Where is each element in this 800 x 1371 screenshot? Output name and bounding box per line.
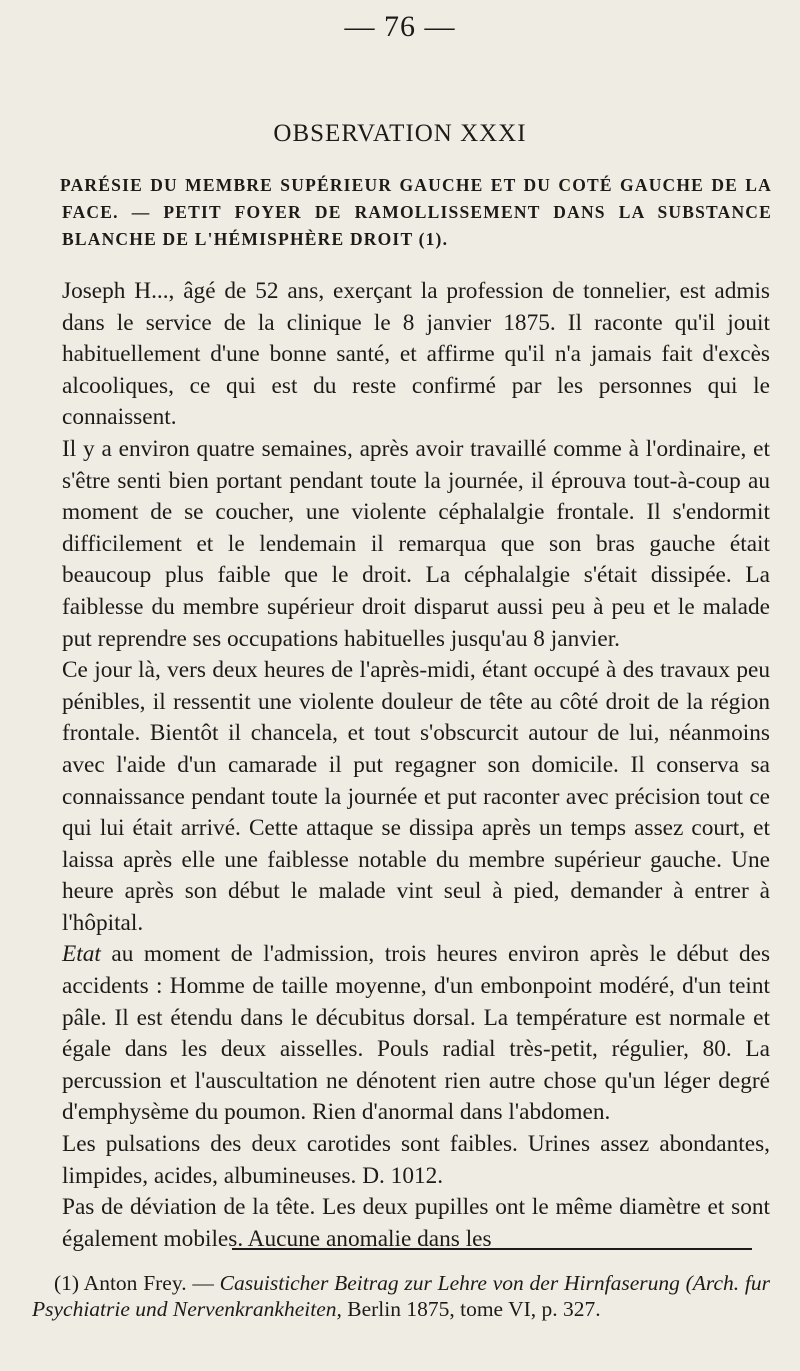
etat-italic-word: Etat xyxy=(62,941,101,968)
paragraph: Pas de déviation de la tête. Les deux pupilles ont le même diamètre et sont également mobiles. Aucune anomalie dans les xyxy=(62,1194,770,1252)
paragraph: Ce jour là, vers deux heures de l'après-midi, étant occupé à des travaux peu pénibles, il ressentit une violente douleur de tête au côté droit de la région frontale. Bientôt il chancela, et tout s'obscurcit autour de lui, néanmoins avec l'aide d'un camarade il put regagner son domicile. Il conserva sa connaissance pendant toute la journée et put raconter avec précision tout ce qui lui était arrivé. Cette attaque se dissipa après un temps assez court, et laissa après elle une faiblesse notable du membre supérieur gauche. Une heure après son début le malade vint seul à pied, demander à entrer à l'hôpital. xyxy=(62,657,770,936)
paragraph-etat-text: au moment de l'admission, trois heures environ après le début des accidents : Homme de taille moyenne, d'un embonpoint modéré, d'un teint pâle. Il est étendu dans le décubitus dorsal. La température est normale et égale dans les deux aisselles. Pouls radial très-petit, régulier, 80. La percussion et l'auscultation ne dénotent rien autre chose qu'un léger degré d'emphysème du poumon. Rien d'anormal dans l'abdomen. xyxy=(62,941,771,1126)
footnote-title: Casuisticher Beitrag zur Lehre von der Hirnfaserung (Arch. fur Psychiatrie und Nervenkrankheiten, xyxy=(32,1271,771,1321)
page-number: — 76 — xyxy=(344,10,456,43)
footnote-separator xyxy=(232,1248,752,1250)
paragraph: Il y a environ quatre semaines, après avoir travaillé comme à l'ordinaire, et s'être senti bien portant pendant toute la journée, il éprouva tout-à-coup au moment de se coucher, une violente céphalalgie frontale. Il s'endormit difficilement et le lendemain il remarqua que son bras gauche était beaucoup plus faible que le droit. La céphalalgie s'était dissipée. La faiblesse du membre supérieur droit disparut aussi peu à peu et le malade put reprendre ses occupations habituelles jusqu'au 8 janvier. xyxy=(62,435,770,652)
footnote-author: Anton Frey. — xyxy=(83,1271,214,1295)
observation-subtitle: PARÉSIE DU MEMBRE SUPÉRIEUR GAUCHE ET DU COTÉ GAUCHE DE LA FACE. — PETIT FOYER DE RAMOLLISSEMENT DANS LA SUBSTANCE BLANCHE DE L'HÉMISPHÈRE DROIT (1). xyxy=(60,175,772,249)
footnote-marker: (1) xyxy=(54,1271,80,1295)
body-text xyxy=(62,276,770,1255)
paragraph: Joseph H..., âgé de 52 ans, exerçant la profession de tonnelier, est admis dans le service de la clinique le 8 janvier 1875. Il raconte qu'il jouit habituellement d'une bonne santé, et affirme qu'il n'a jamais fait d'excès alcooliques, ce qui est du reste confirmé par les personnes qui le connaissent. xyxy=(62,278,770,431)
observation-title: OBSERVATION XXXI xyxy=(273,120,527,147)
footnote-rest: Berlin 1875, tome VI, p. 327. xyxy=(347,1297,601,1321)
paragraph-etat xyxy=(62,939,770,1129)
footnote xyxy=(32,1270,770,1322)
paragraph: Les pulsations des deux carotides sont faibles. Urines assez abondantes, limpides, acides, albumineuses. D. 1012. xyxy=(62,1131,770,1189)
